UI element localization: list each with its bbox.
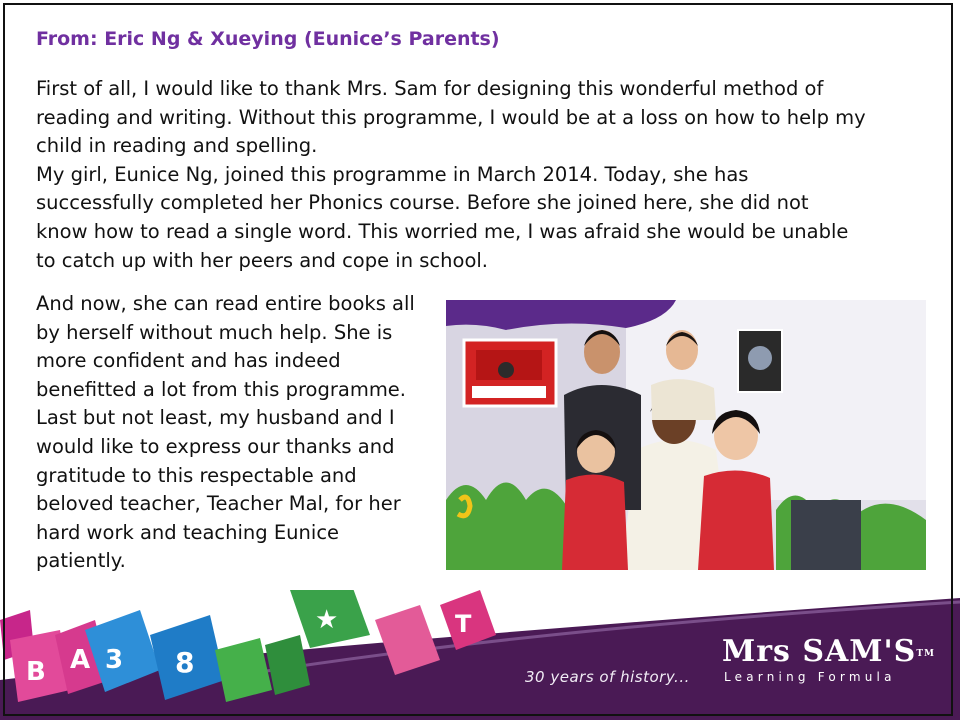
paragraph-background: My girl, Eunice Ng, joined this programme in March 2014. Today, she has successfully completed her Phonics course. Before she joined here, she did not know how to read a single word. This worried me, I was afraid she would be unable to catch up with her peers and cope in school. bbox=[36, 162, 849, 272]
family-with-teacher-photo bbox=[446, 300, 926, 570]
svg-text:B: B bbox=[26, 657, 46, 687]
svg-text:3: 3 bbox=[105, 645, 124, 675]
svg-text:★: ★ bbox=[315, 605, 339, 635]
svg-text:A: A bbox=[70, 645, 91, 675]
testimonial-outcome-text bbox=[36, 290, 416, 576]
footer-tagline: 30 years of history... bbox=[525, 668, 690, 686]
paragraph-thanks: First of all, I would like to thank Mrs. Sam for designing this wonderful method of reading and writing. Without this programme, I would be at a loss on how to help my child in reading and spelling. bbox=[36, 77, 866, 158]
brand-name: Mrs SAM'S bbox=[722, 634, 917, 669]
testimonial-intro-text bbox=[36, 75, 866, 275]
paragraph-gratitude: Last but not least, my husband and I would like to express our thanks and gratitude to this respectable and beloved teacher, Teacher Mal, for her hard work and teaching Eunice patiently. bbox=[36, 406, 401, 573]
paragraph-progress: And now, she can read entire books all by herself without much help. She is more confident and has indeed benefitted a lot from this programme. bbox=[36, 292, 415, 401]
brand-subtitle: Learning Formula bbox=[724, 670, 896, 684]
trademark-mark: TM bbox=[916, 649, 936, 659]
testimonial-from-heading: From: Eric Ng & Xueying (Eunice’s Parents) bbox=[36, 28, 500, 50]
svg-text:8: 8 bbox=[175, 646, 195, 679]
svg-text:T: T bbox=[455, 610, 472, 638]
photo-illustration bbox=[446, 300, 926, 570]
mrs-sams-logo bbox=[722, 634, 936, 684]
